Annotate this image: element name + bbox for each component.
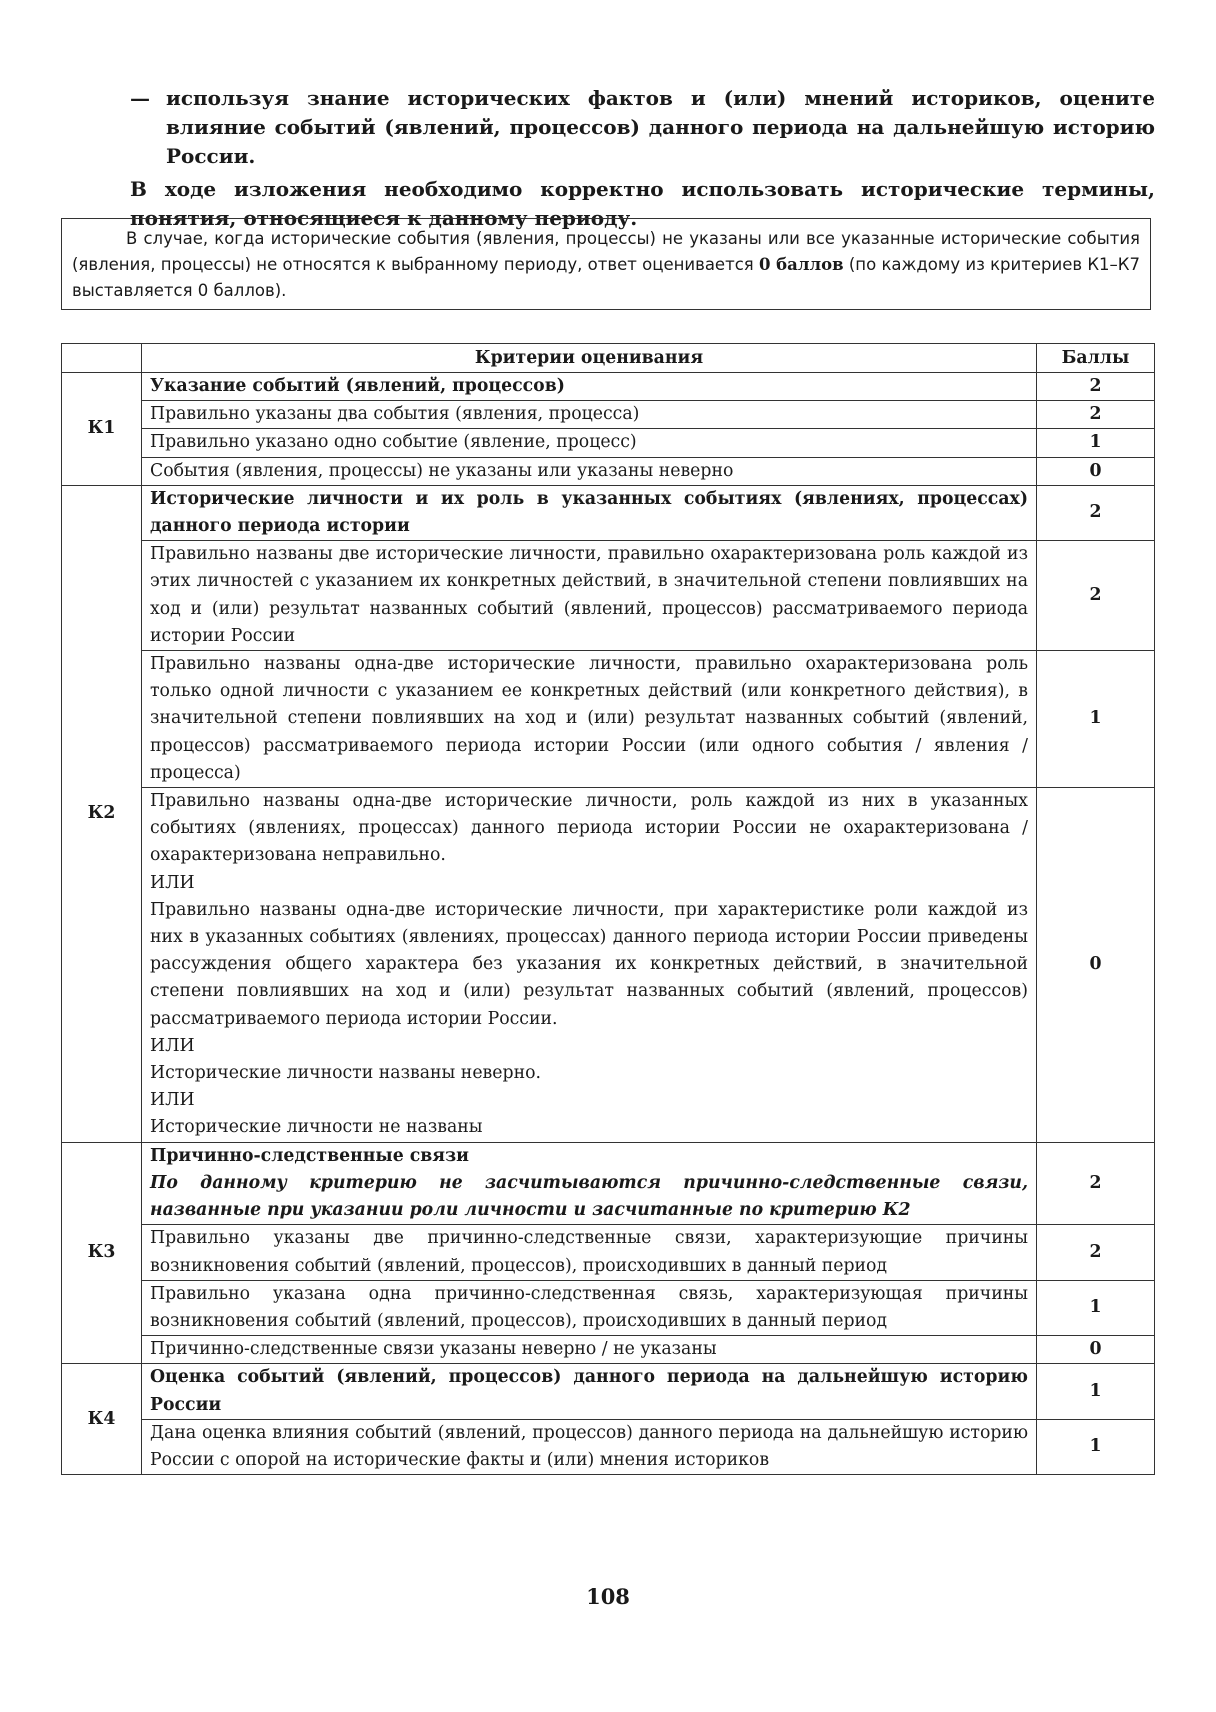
points-cell: 2 (1037, 485, 1155, 540)
header-criteria: Критерии оценивания (142, 344, 1037, 373)
notice-bold: 0 баллов (758, 255, 844, 274)
points-cell: 1 (1037, 429, 1155, 457)
or-separator: ИЛИ (150, 1090, 195, 1111)
intro-paragraph: В ходе изложения необходимо корректно использовать исторические термины, понятия, относящиеся к данному периоду. (130, 177, 1155, 230)
table-row (62, 788, 1155, 1143)
table-row (62, 401, 1155, 429)
table-header-row (62, 344, 1155, 373)
notice-box (61, 218, 1151, 310)
criterion-head: Причинно-следственные связи (150, 1145, 469, 1166)
points-cell: 1 (1037, 1419, 1155, 1474)
intro-bullet-text: используя знание исторических фактов и (или) мнений историков, оцените влияние событий (явлений, процессов) данного периода на дальнейшую историю России. (166, 86, 1155, 168)
page-number: 108 (586, 1584, 630, 1609)
notice-text-after: (по каждому из критериев К1–К7 выставляется 0 баллов). (72, 255, 1141, 300)
bullet-dash: — (130, 86, 150, 110)
criterion-text: Правильно названы одна-две исторические личности, правильно охарактеризована роль только одной личности с указанием ее конкретных действий (или конкретного действия), в значительной степени повлиявших на ход и (или) результат названных событий (явлений, процессов) рассматриваемого периода истории России (или одного события / явления / процесса) (142, 651, 1037, 788)
points-cell: 2 (1037, 1225, 1155, 1280)
header-points: Баллы (1037, 344, 1155, 373)
criterion-text: Указание событий (явлений, процессов) (142, 373, 1037, 401)
or-separator: ИЛИ (150, 872, 195, 893)
criterion-paragraph: Правильно названы одна-две исторические личности, при характеристике роли каждой из них в указанных событиях (явлениях, процессах) данного периода истории России приведены рассуждения общего характера без указания их конкретных действий, в значительной степени повлиявших на ход и (или) результат названных событий (явлений, процессов) рассматриваемого периода истории России. (150, 899, 1028, 1029)
points-cell: 1 (1037, 1280, 1155, 1335)
table-row (62, 1419, 1155, 1474)
table-row (62, 429, 1155, 457)
criteria-table (61, 343, 1155, 1475)
notice-text (72, 226, 1140, 304)
table-row (62, 1142, 1155, 1225)
points-cell: 2 (1037, 373, 1155, 401)
table-row (62, 541, 1155, 651)
criterion-text: Исторические личности и их роль в указанных событиях (явлениях, процессах) данного периода истории (142, 485, 1037, 540)
table-row (62, 457, 1155, 485)
criterion-code-k1: К1 (62, 373, 142, 486)
criterion-text: Правильно указана одна причинно-следственная связь, характеризующая причины возникновения событий (явлений, процессов), происходивших в данный период (142, 1280, 1037, 1335)
criterion-text: Правильно названы две исторические личности, правильно охарактеризована роль каждой из этих личностей с указанием их конкретных действий, в значительной степени повлиявших на ход и (или) результат названных событий (явлений, процессов) рассматриваемого периода истории России (142, 541, 1037, 651)
points-cell: 1 (1037, 1364, 1155, 1419)
criterion-paragraph: Правильно названы одна-две исторические личности, роль каждой из них в указанных событиях (явлениях, процессах) данного периода истории России не охарактеризована / охарактеризована неправильно. (150, 791, 1028, 866)
table-row (62, 1225, 1155, 1280)
table-row (62, 1336, 1155, 1364)
criterion-text: Правильно указаны два события (явления, процесса) (142, 401, 1037, 429)
criterion-note: По данному критерию не засчитываются причинно-следственные связи, названные при указании роли личности и засчитанные по критерию К2 (150, 1172, 1028, 1221)
criterion-paragraph: Исторические личности не названы (150, 1117, 483, 1138)
points-cell: 0 (1037, 457, 1155, 485)
or-separator: ИЛИ (150, 1035, 195, 1056)
criterion-code-k3: К3 (62, 1142, 142, 1364)
points-cell: 1 (1037, 651, 1155, 788)
header-code-cell (62, 344, 142, 373)
table-row (62, 1280, 1155, 1335)
table-row (62, 485, 1155, 540)
intro-bullet (130, 84, 1155, 171)
notice-text-before: В случае, когда исторические события (явления, процессы) не указаны или все указанные исторические события (явления, процессы) не относятся к выбранному периоду, ответ оценивается (72, 229, 1140, 274)
criterion-text: События (явления, процессы) не указаны или указаны неверно (142, 457, 1037, 485)
criterion-head-with-note (142, 1142, 1037, 1225)
criterion-code-k2: К2 (62, 485, 142, 1142)
points-cell: 2 (1037, 401, 1155, 429)
intro-block (130, 84, 1155, 233)
table-row (62, 651, 1155, 788)
table-row (62, 1364, 1155, 1419)
table-row (62, 373, 1155, 401)
criterion-code-k4: К4 (62, 1364, 142, 1475)
criterion-text: Причинно-следственные связи указаны неверно / не указаны (142, 1336, 1037, 1364)
criterion-text: Правильно указано одно событие (явление, процесс) (142, 429, 1037, 457)
criterion-paragraph: Исторические личности названы неверно. (150, 1063, 541, 1084)
points-cell: 2 (1037, 1142, 1155, 1225)
points-cell: 0 (1037, 1336, 1155, 1364)
criterion-text: Дана оценка влияния событий (явлений, процессов) данного периода на дальнейшую историю России с опорой на исторические факты и (или) мнения историков (142, 1419, 1037, 1474)
criterion-text: Правильно указаны две причинно-следственные связи, характеризующие причины возникновения событий (явлений, процессов), происходивших в данный период (142, 1225, 1037, 1280)
points-cell: 0 (1037, 788, 1155, 1143)
criterion-text-multi (142, 788, 1037, 1143)
criterion-text: Оценка событий (явлений, процессов) данного периода на дальнейшую историю России (142, 1364, 1037, 1419)
points-cell: 2 (1037, 541, 1155, 651)
